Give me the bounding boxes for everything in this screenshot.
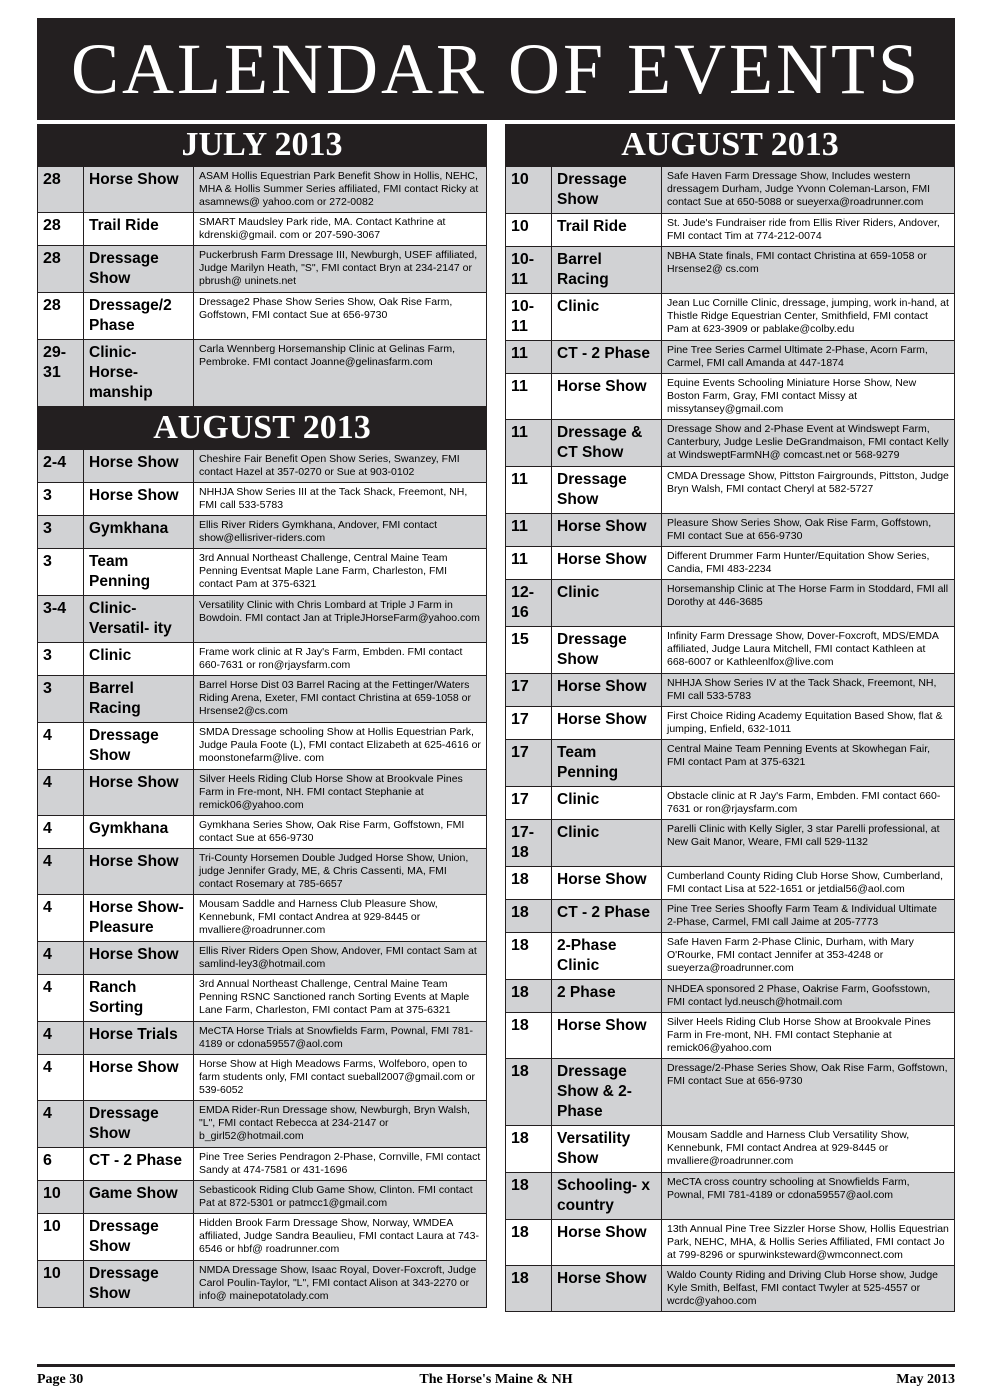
event-date: 28 — [38, 293, 84, 340]
event-row — [506, 1173, 955, 1220]
event-type: Ranch Sorting — [84, 975, 194, 1022]
event-date: 11 — [506, 514, 552, 547]
event-type: Horse Show — [552, 1013, 662, 1059]
event-date: 10 — [38, 1261, 84, 1308]
event-date: 18 — [506, 1220, 552, 1266]
event-date: 4 — [38, 723, 84, 770]
event-description: Cheshire Fair Benefit Open Show Series, Swanzey, FMI contact Hazel at 357-0270 or Sue at 903-0102 — [194, 450, 487, 483]
event-row — [506, 420, 955, 467]
event-type: Horse Show — [552, 674, 662, 707]
event-row — [38, 1214, 487, 1261]
event-type: Horse Show — [84, 167, 194, 213]
event-description: Ellis River Riders Open Show, Andover, FMI contact Sam at samlind-ley3@hotmail.com — [194, 942, 487, 975]
event-type: Schooling- x country — [552, 1173, 662, 1220]
august-events-table-right — [505, 166, 955, 1312]
event-row — [38, 816, 487, 849]
event-date: 3 — [38, 549, 84, 596]
event-date: 4 — [38, 1055, 84, 1101]
event-description: Frame work clinic at R Jay's Farm, Embden. FMI contact 660-7631 or ron@rjaysfarm.com — [194, 643, 487, 676]
event-date: 17 — [506, 787, 552, 820]
event-type: Dressage Show — [84, 246, 194, 293]
event-date: 28 — [38, 246, 84, 293]
event-type: Dressage Show — [84, 1214, 194, 1261]
event-row — [506, 980, 955, 1013]
event-row — [506, 341, 955, 374]
event-date: 4 — [38, 770, 84, 816]
event-date: 17 — [506, 674, 552, 707]
event-row — [38, 450, 487, 483]
event-type: Dressage & CT Show — [552, 420, 662, 467]
event-row — [506, 707, 955, 740]
footer-divider — [37, 1364, 955, 1367]
event-row — [38, 723, 487, 770]
event-type: Horse Show — [552, 514, 662, 547]
event-type: 2-Phase Clinic — [552, 933, 662, 980]
event-description: Mousam Saddle and Harness Club Versatility Show, Kennebunk, FMI contact Andrea at 929-8445 or mvalliere@roadrunner.com — [662, 1126, 955, 1173]
month-header-july: JULY 2013 — [37, 124, 487, 166]
event-row — [506, 867, 955, 900]
event-date: 3 — [38, 676, 84, 723]
event-row — [38, 975, 487, 1022]
event-description: Equine Events Schooling Miniature Horse Show, New Boston Farm, Gray, FMI contact Missy at missytansey@gmail.com — [662, 374, 955, 420]
event-type: Dressage/2 Phase — [84, 293, 194, 340]
event-date: 6 — [38, 1148, 84, 1181]
event-description: EMDA Rider-Run Dressage show, Newburgh, Bryn Walsh, "L", FMI contact Rebecca at 234-2147 or b_girl52@hotmail.com — [194, 1101, 487, 1148]
event-row — [506, 820, 955, 867]
event-type: Barrel Racing — [84, 676, 194, 723]
event-row — [38, 1022, 487, 1055]
event-date: 28 — [38, 167, 84, 213]
event-type: Horse Show — [552, 707, 662, 740]
event-row — [506, 740, 955, 787]
event-description: Gymkhana Series Show, Oak Rise Farm, Goffstown, FMI contact Sue at 656-9730 — [194, 816, 487, 849]
event-description: Pine Tree Series Shoofly Farm Team & Individual Ultimate 2-Phase, Carmel, FMI call Jaime at 205-7773 — [662, 900, 955, 933]
event-description: Sebasticook Riding Club Game Show, Clinton. FMI contact Pat at 872-5301 or patmcc1@gmail.com — [194, 1181, 487, 1214]
event-type: Clinic- Horse- manship — [84, 340, 194, 407]
event-date: 4 — [38, 849, 84, 895]
event-description: Safe Haven Farm Dressage Show, Includes western dressagem Durham, Judge Yvonn Coleman-Larson, FMI contact Sue at 650-5088 or sueyerxa@roadrunner.com — [662, 167, 955, 214]
event-type: Gymkhana — [84, 516, 194, 549]
event-description: MeCTA cross country schooling at Snowfields Farm, Pownal, FMI 781-4189 or cdona59557@aol.com — [662, 1173, 955, 1220]
event-row — [506, 787, 955, 820]
event-row — [506, 214, 955, 247]
event-type: CT - 2 Phase — [552, 341, 662, 374]
event-description: Dressage/2-Phase Series Show, Oak Rise Farm, Goffstown, FMI contact Sue at 656-9730 — [662, 1059, 955, 1126]
event-date: 4 — [38, 1022, 84, 1055]
event-type: Dressage Show — [84, 1101, 194, 1148]
event-type: Horse Show — [84, 849, 194, 895]
event-type: Horse Show — [552, 1266, 662, 1312]
event-description: Pine Tree Series Pendragon 2-Phase, Cornville, FMI contact Sandy at 474-7581 or 431-1696 — [194, 1148, 487, 1181]
event-row — [506, 674, 955, 707]
left-column — [37, 124, 487, 1308]
event-date: 11 — [506, 341, 552, 374]
event-date: 11 — [506, 467, 552, 514]
event-description: 13th Annual Pine Tree Sizzler Horse Show, Hollis Equestrian Park, NEHC, MHA, & Hollis Series Affiliated, FMI contact Jo at 799-8296 or spurwinksteward@wmconnect.com — [662, 1220, 955, 1266]
event-description: NBHA State finals, FMI contact Christina at 659-1058 or Hrsense2@ cs.com — [662, 247, 955, 294]
event-row — [38, 849, 487, 895]
event-type: CT - 2 Phase — [552, 900, 662, 933]
event-row — [506, 294, 955, 341]
event-date: 11 — [506, 547, 552, 580]
event-date: 18 — [506, 1013, 552, 1059]
event-row — [38, 1101, 487, 1148]
event-description: Parelli Clinic with Kelly Sigler, 3 star Parelli professional, at New Gait Manor, Weare, FMI call 529-1132 — [662, 820, 955, 867]
page-footer — [37, 1372, 955, 1392]
event-type: Gymkhana — [84, 816, 194, 849]
page-number: Page 30 — [37, 1372, 84, 1387]
event-description: NMDA Dressage Show, Isaac Royal, Dover-Foxcroft, Judge Carol Poulin-Taylor, "L", FMI contact Alison at 343-2270 or info@ mainepotatolady.com — [194, 1261, 487, 1308]
event-date: 18 — [506, 1173, 552, 1220]
event-date: 3 — [38, 516, 84, 549]
event-date: 4 — [38, 816, 84, 849]
event-type: Horse Show- Pleasure — [84, 895, 194, 942]
event-type: Dressage Show & 2-Phase — [552, 1059, 662, 1126]
event-date: 11 — [506, 420, 552, 467]
event-date: 29- 31 — [38, 340, 84, 407]
event-description: Hidden Brook Farm Dressage Show, Norway, WMDEA affiliated, Judge Sandra Beaulieu, FMI contact Laura at 743-6546 or hbf@ roadrunner.com — [194, 1214, 487, 1261]
event-row — [506, 374, 955, 420]
issue-date: May 2013 — [896, 1372, 955, 1387]
event-description: Carla Wennberg Horsemanship Clinic at Gelinas Farm, Pembroke. FMI contact Joanne@gelinasfarm.com — [194, 340, 487, 407]
event-description: Cumberland County Riding Club Horse Show, Cumberland, FMI contact Lisa at 522-1651 or jetdial56@aol.com — [662, 867, 955, 900]
event-type: Trail Ride — [552, 214, 662, 247]
event-date: 18 — [506, 867, 552, 900]
event-date: 18 — [506, 1266, 552, 1312]
event-date: 18 — [506, 900, 552, 933]
event-date: 10 — [38, 1214, 84, 1261]
event-type: Clinic — [552, 787, 662, 820]
event-type: Horse Show — [84, 1055, 194, 1101]
event-type: Horse Show — [552, 547, 662, 580]
event-description: Horse Show at High Meadows Farms, Wolfeboro, open to farm students only, FMI contact sueball2007@gmail.com or 539-6052 — [194, 1055, 487, 1101]
event-row — [506, 1059, 955, 1126]
event-date: 18 — [506, 1059, 552, 1126]
event-date: 3 — [38, 643, 84, 676]
event-type: 2 Phase — [552, 980, 662, 1013]
event-date: 17 — [506, 740, 552, 787]
event-date: 11 — [506, 374, 552, 420]
event-type: Versatility Show — [552, 1126, 662, 1173]
event-date: 15 — [506, 627, 552, 674]
event-description: Silver Heels Riding Club Horse Show at Brookvale Pines Farm in Fre-mont, NH. FMI contact Stephanie at remick06@yahoo.com — [194, 770, 487, 816]
event-type: Horse Show — [552, 1220, 662, 1266]
event-type: Horse Trials — [84, 1022, 194, 1055]
month-header-august: AUGUST 2013 — [37, 407, 487, 449]
event-type: Dressage Show — [552, 627, 662, 674]
event-row — [506, 933, 955, 980]
month-header-august-continued: AUGUST 2013 — [505, 124, 955, 166]
event-row — [38, 213, 487, 246]
event-type: Horse Show — [84, 942, 194, 975]
event-description: ASAM Hollis Equestrian Park Benefit Show in Hollis, NEHC, MHA & Hollis Summer Series affiliated, FMI contact Ricky at asamnews@ yahoo.com or 272-0082 — [194, 167, 487, 213]
event-row — [38, 246, 487, 293]
event-row — [38, 895, 487, 942]
event-description: Pine Tree Series Carmel Ultimate 2-Phase, Acorn Farm, Carmel, FMI call Amanda at 447-1874 — [662, 341, 955, 374]
event-description: Safe Haven Farm 2-Phase Clinic, Durham, with Mary O'Rourke, FMI contact Jennifer at 353-4248 or sueyerza@roadrunner.com — [662, 933, 955, 980]
event-description: Ellis River Riders Gymkhana, Andover, FMI contact show@ellisriver-riders.com — [194, 516, 487, 549]
event-row — [506, 580, 955, 627]
event-type: Barrel Racing — [552, 247, 662, 294]
event-description: Waldo County Riding and Driving Club Horse show, Judge Kyle Smith, Belfast, FMI contact Twyler at 525-4557 or wcrdc@yahoo.com — [662, 1266, 955, 1312]
event-description: Dressage Show and 2-Phase Event at Windswept Farm, Canterbury, Judge Leslie DeGrandmaison, FMI contact Kelly at WindsweptFarmNH@ comcast.net or 568-9279 — [662, 420, 955, 467]
event-date: 10 — [506, 167, 552, 214]
event-type: Horse Show — [552, 374, 662, 420]
event-row — [506, 247, 955, 294]
event-row — [506, 467, 955, 514]
event-row — [506, 627, 955, 674]
event-description: Dressage2 Phase Show Series Show, Oak Rise Farm, Goffstown, FMI contact Sue at 656-9730 — [194, 293, 487, 340]
event-row — [38, 770, 487, 816]
event-type: Game Show — [84, 1181, 194, 1214]
event-date: 4 — [38, 1101, 84, 1148]
event-type: Dressage Show — [84, 723, 194, 770]
july-events-table — [37, 166, 487, 407]
event-type: Clinic — [552, 820, 662, 867]
event-date: 4 — [38, 895, 84, 942]
event-row — [38, 1055, 487, 1101]
publication-name: The Horse's Maine & NH — [419, 1372, 573, 1387]
event-type: Dressage Show — [552, 467, 662, 514]
event-row — [38, 942, 487, 975]
event-description: Horsemanship Clinic at The Horse Farm in Stoddard, FMI all Dorothy at 446-3685 — [662, 580, 955, 627]
event-type: Horse Show — [552, 867, 662, 900]
event-type: CT - 2 Phase — [84, 1148, 194, 1181]
event-row — [38, 549, 487, 596]
event-row — [38, 596, 487, 643]
event-type: Clinic — [84, 643, 194, 676]
event-description: Puckerbrush Farm Dressage III, Newburgh, USEF affiliated, Judge Marilyn Heath, "S", FMI contact Bryn at 234-2147 or pbrush@ uninets.net — [194, 246, 487, 293]
event-description: Tri-County Horsemen Double Judged Horse Show, Union, judge Jennifer Grady, ME, & Chris Cassenti, MA, FMI contact Rosemary at 785-6657 — [194, 849, 487, 895]
event-row — [506, 1126, 955, 1173]
event-description: MeCTA Horse Trials at Snowfields Farm, Pownal, FMI 781-4189 or cdona59557@aol.com — [194, 1022, 487, 1055]
event-type: Dressage Show — [84, 1261, 194, 1308]
event-description: Versatility Clinic with Chris Lombard at Triple J Farm in Bowdoin. FMI contact Jan at TripleJHorseFarm@yahoo.com — [194, 596, 487, 643]
event-description: Central Maine Team Penning Events at Skowhegan Fair, FMI contact Pam at 375-6321 — [662, 740, 955, 787]
event-date: 18 — [506, 933, 552, 980]
event-row — [38, 1148, 487, 1181]
event-date: 2-4 — [38, 450, 84, 483]
event-type: Clinic — [552, 580, 662, 627]
event-date: 3 — [38, 483, 84, 516]
event-date: 3-4 — [38, 596, 84, 643]
event-row — [506, 900, 955, 933]
event-description: Barrel Horse Dist 03 Barrel Racing at the Fettinger/Waters Riding Arena, Exeter, FMI contact Christina at 659-1058 or Hrsense2@cs.com — [194, 676, 487, 723]
event-type: Horse Show — [84, 450, 194, 483]
right-column — [505, 124, 955, 1312]
event-row — [38, 516, 487, 549]
event-type: Horse Show — [84, 770, 194, 816]
event-description: CMDA Dressage Show, Pittston Fairgrounds, Pittston, Judge Bryn Walsh, FMI contact Cheryl at 582-5727 — [662, 467, 955, 514]
event-row — [506, 547, 955, 580]
event-date: 10 — [38, 1181, 84, 1214]
event-description: Silver Heels Riding Club Horse Show at Brookvale Pines Farm in Fre-mont, NH. FMI contact Stephanie at remick06@yahoo.com — [662, 1013, 955, 1059]
event-type: Clinic — [552, 294, 662, 341]
event-date: 10 — [506, 214, 552, 247]
event-date: 17- 18 — [506, 820, 552, 867]
event-type: Clinic- Versatil- ity — [84, 596, 194, 643]
event-description: First Choice Riding Academy Equitation Based Show, flat & jumping, Enfield, 632-1011 — [662, 707, 955, 740]
event-description: Obstacle clinic at R Jay's Farm, Embden. FMI contact 660-7631 or ron@rjaysfarm.com — [662, 787, 955, 820]
page-title: CALENDAR OF EVENTS — [70, 29, 921, 109]
event-date: 10- 11 — [506, 247, 552, 294]
event-date: 18 — [506, 980, 552, 1013]
event-row — [38, 676, 487, 723]
event-type: Team Penning — [552, 740, 662, 787]
event-description: 3rd Annual Northeast Challenge, Central Maine Team Penning Eventsat Maple Lane Farm, Charleston, FMI contact Pam at 375-6321 — [194, 549, 487, 596]
event-date: 17 — [506, 707, 552, 740]
event-row — [506, 1266, 955, 1312]
event-row — [506, 1220, 955, 1266]
event-row — [38, 293, 487, 340]
event-type: Trail Ride — [84, 213, 194, 246]
event-description: SMDA Dressage schooling Show at Hollis Equestrian Park, Judge Paula Foote (L), FMI contact Elizabeth at 625-4616 or moonstonefarm@live. com — [194, 723, 487, 770]
event-row — [38, 1181, 487, 1214]
event-description: NHHJA Show Series III at the Tack Shack, Freemont, NH, FMI call 533-5783 — [194, 483, 487, 516]
event-row — [38, 1261, 487, 1308]
event-row — [38, 643, 487, 676]
event-date: 4 — [38, 975, 84, 1022]
event-description: Pleasure Show Series Show, Oak Rise Farm, Goffstown, FMI contact Sue at 656-9730 — [662, 514, 955, 547]
event-description: Infinity Farm Dressage Show, Dover-Foxcroft, MDS/EMDA affiliated, Judge Laura Mitchell, FMI contact Kathleen at 668-6007 or Kathleenlfox@live.com — [662, 627, 955, 674]
august-events-table-left — [37, 449, 487, 1308]
event-date: 4 — [38, 942, 84, 975]
event-row — [506, 514, 955, 547]
event-description: NHHJA Show Series IV at the Tack Shack, Freemont, NH, FMI call 533-5783 — [662, 674, 955, 707]
event-row — [38, 340, 487, 407]
event-date: 18 — [506, 1126, 552, 1173]
event-row — [38, 483, 487, 516]
event-type: Horse Show — [84, 483, 194, 516]
event-date: 12- 16 — [506, 580, 552, 627]
event-date: 10- 11 — [506, 294, 552, 341]
event-type: Dressage Show — [552, 167, 662, 214]
event-description: NHDEA sponsored 2 Phase, Oakrise Farm, Goofsstown, FMI contact lyd.neusch@hotmail.com — [662, 980, 955, 1013]
calendar-banner — [37, 18, 955, 120]
event-row — [506, 167, 955, 214]
event-description: Different Drummer Farm Hunter/Equitation Show Series, Candia, FMI 483-2234 — [662, 547, 955, 580]
event-description: SMART Maudsley Park ride, MA. Contact Kathrine at kdrenski@gmail. com or 207-590-3067 — [194, 213, 487, 246]
event-type: Team Penning — [84, 549, 194, 596]
event-date: 28 — [38, 213, 84, 246]
event-description: Jean Luc Cornille Clinic, dressage, jumping, work in-hand, at Thistle Ridge Equestrian Center, Smithfield, FMI contact Pam at 623-3909 or pablake@colby.edu — [662, 294, 955, 341]
event-description: 3rd Annual Northeast Challenge, Central Maine Team Penning RSNC Sanctioned ranch Sorting Events at Maple Lane Farm, Charleston, FMI contact Pam at 375-6321 — [194, 975, 487, 1022]
event-description: St. Jude's Fundraiser ride from Ellis River Riders, Andover, FMI contact Tim at 774-212-0074 — [662, 214, 955, 247]
event-description: Mousam Saddle and Harness Club Pleasure Show, Kennebunk, FMI contact Andrea at 929-8445 or mvalliere@roadrunner.com — [194, 895, 487, 942]
event-row — [506, 1013, 955, 1059]
event-row — [38, 167, 487, 213]
